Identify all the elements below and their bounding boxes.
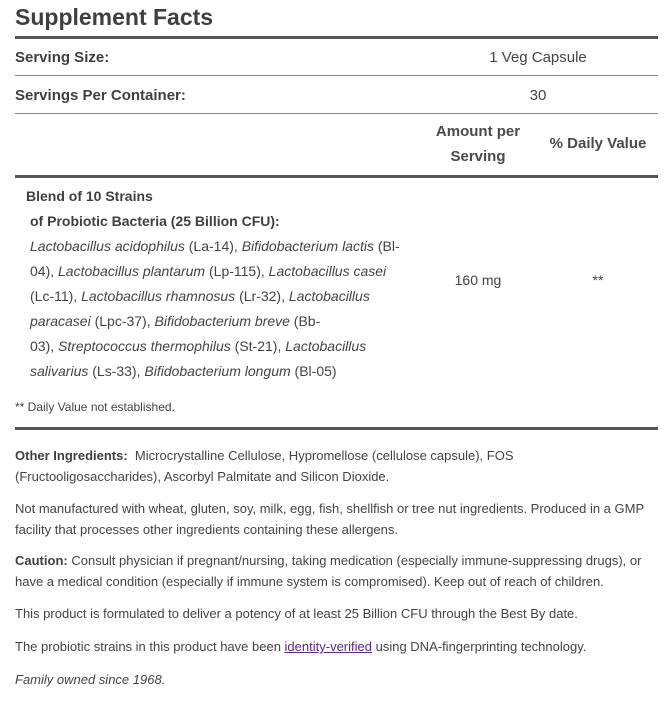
strain-code: (Lp-115), xyxy=(205,263,269,279)
strain-line xyxy=(30,284,426,309)
servings-per-container-value: 30 xyxy=(529,87,547,104)
potency-statement: This product is formulated to deliver a potency of at least 25 Billion CFU through the Best By date. xyxy=(15,606,578,621)
amount-per-serving-header xyxy=(418,119,538,169)
amount-header-line2: Serving xyxy=(450,148,506,165)
strain-code: (Bl-05) xyxy=(290,363,337,379)
allergen-statement: Not manufactured with wheat, gluten, soy, milk, egg, fish, shellfish or tree nut ingredients. Produced in a GMP facility that processes other ingredients containing these allergens. xyxy=(15,501,644,537)
row-divider xyxy=(15,75,658,76)
strain-line xyxy=(30,359,426,384)
other-ingredients-label: Other Ingredients: xyxy=(15,448,128,463)
strain-code: (Lpc-37), xyxy=(90,313,155,329)
identity-text-after: using DNA-fingerprinting technology. xyxy=(371,639,587,654)
strain-name: paracasei xyxy=(30,313,91,329)
serving-size-label: Serving Size: xyxy=(15,49,110,66)
caution-statement xyxy=(15,550,655,592)
strain-name: Streptococcus thermophilus xyxy=(58,338,231,354)
strain-code: (Ls-33), xyxy=(88,363,145,379)
strain-name: Lactobacillus xyxy=(285,338,367,354)
strain-name: Bifidobacterium breve xyxy=(154,313,290,329)
strain-code: (Lc-11), xyxy=(30,288,82,304)
strain-name: Bifidobacterium longum xyxy=(144,363,291,379)
identity-verified-link[interactable]: identity-verified xyxy=(284,639,372,654)
bottom-rule xyxy=(15,427,658,430)
daily-value-header: % Daily Value xyxy=(549,135,647,152)
strain-line xyxy=(30,234,426,259)
strain-code: (Bb- xyxy=(289,313,321,329)
strain-name: salivarius xyxy=(30,363,89,379)
amount-header-line1: Amount per xyxy=(435,123,521,140)
strain-line xyxy=(30,309,426,334)
strain-name: Lactobacillus xyxy=(288,288,370,304)
strain-name: Lactobacillus acidophilus xyxy=(30,238,185,254)
strain-code: (Lr-32), xyxy=(235,288,289,304)
strain-code: (La-14), xyxy=(184,238,242,254)
blend-block xyxy=(26,184,426,384)
other-ingredients-text: Microcrystalline Cellulose, Hypromellose (cellulose capsule), FOS (Fructooligosaccharides), Ascorbyl Palmitate and Silicon Dioxide. xyxy=(15,448,514,484)
other-ingredients xyxy=(15,445,655,487)
strain-line xyxy=(30,259,426,284)
caution-text: Consult physician if pregnant/nursing, taking medication (especially immune-suppressing drugs), or have a medical condition (especially if immune system is compromised). Keep out of reach of children. xyxy=(15,553,642,589)
blend-amount: 160 mg xyxy=(454,272,502,288)
strain-code: (Bl- xyxy=(373,238,400,254)
serving-size-value: 1 Veg Capsule xyxy=(489,49,587,66)
title-rule xyxy=(15,36,658,39)
identity-statement xyxy=(15,636,655,657)
blend-subtitle: of Probiotic Bacteria (25 Billion CFU): xyxy=(30,213,280,229)
caution-label: Caution: xyxy=(15,553,68,568)
strain-code: (St-21), xyxy=(230,338,286,354)
strain-code: 04), xyxy=(30,263,59,279)
header-rule xyxy=(15,175,658,178)
strain-name: Lactobacillus plantarum xyxy=(58,263,206,279)
family-statement: Family owned since 1968. xyxy=(15,672,166,687)
strain-line xyxy=(30,334,426,359)
row-divider xyxy=(15,113,658,114)
blend-title: Blend of 10 Strains xyxy=(26,188,153,204)
strain-name: Bifidobacterium lactis xyxy=(241,238,374,254)
servings-per-container-label: Servings Per Container: xyxy=(15,87,186,104)
strain-code: 03), xyxy=(30,338,59,354)
page-title: Supplement Facts xyxy=(15,4,214,30)
footnote: ** Daily Value not established. xyxy=(15,400,175,414)
blend-daily-value: ** xyxy=(592,272,604,288)
strain-name: Lactobacillus casei xyxy=(268,263,387,279)
identity-text-before: The probiotic strains in this product have been xyxy=(15,639,285,654)
strain-name: Lactobacillus rhamnosus xyxy=(81,288,236,304)
strain-list xyxy=(26,234,426,384)
